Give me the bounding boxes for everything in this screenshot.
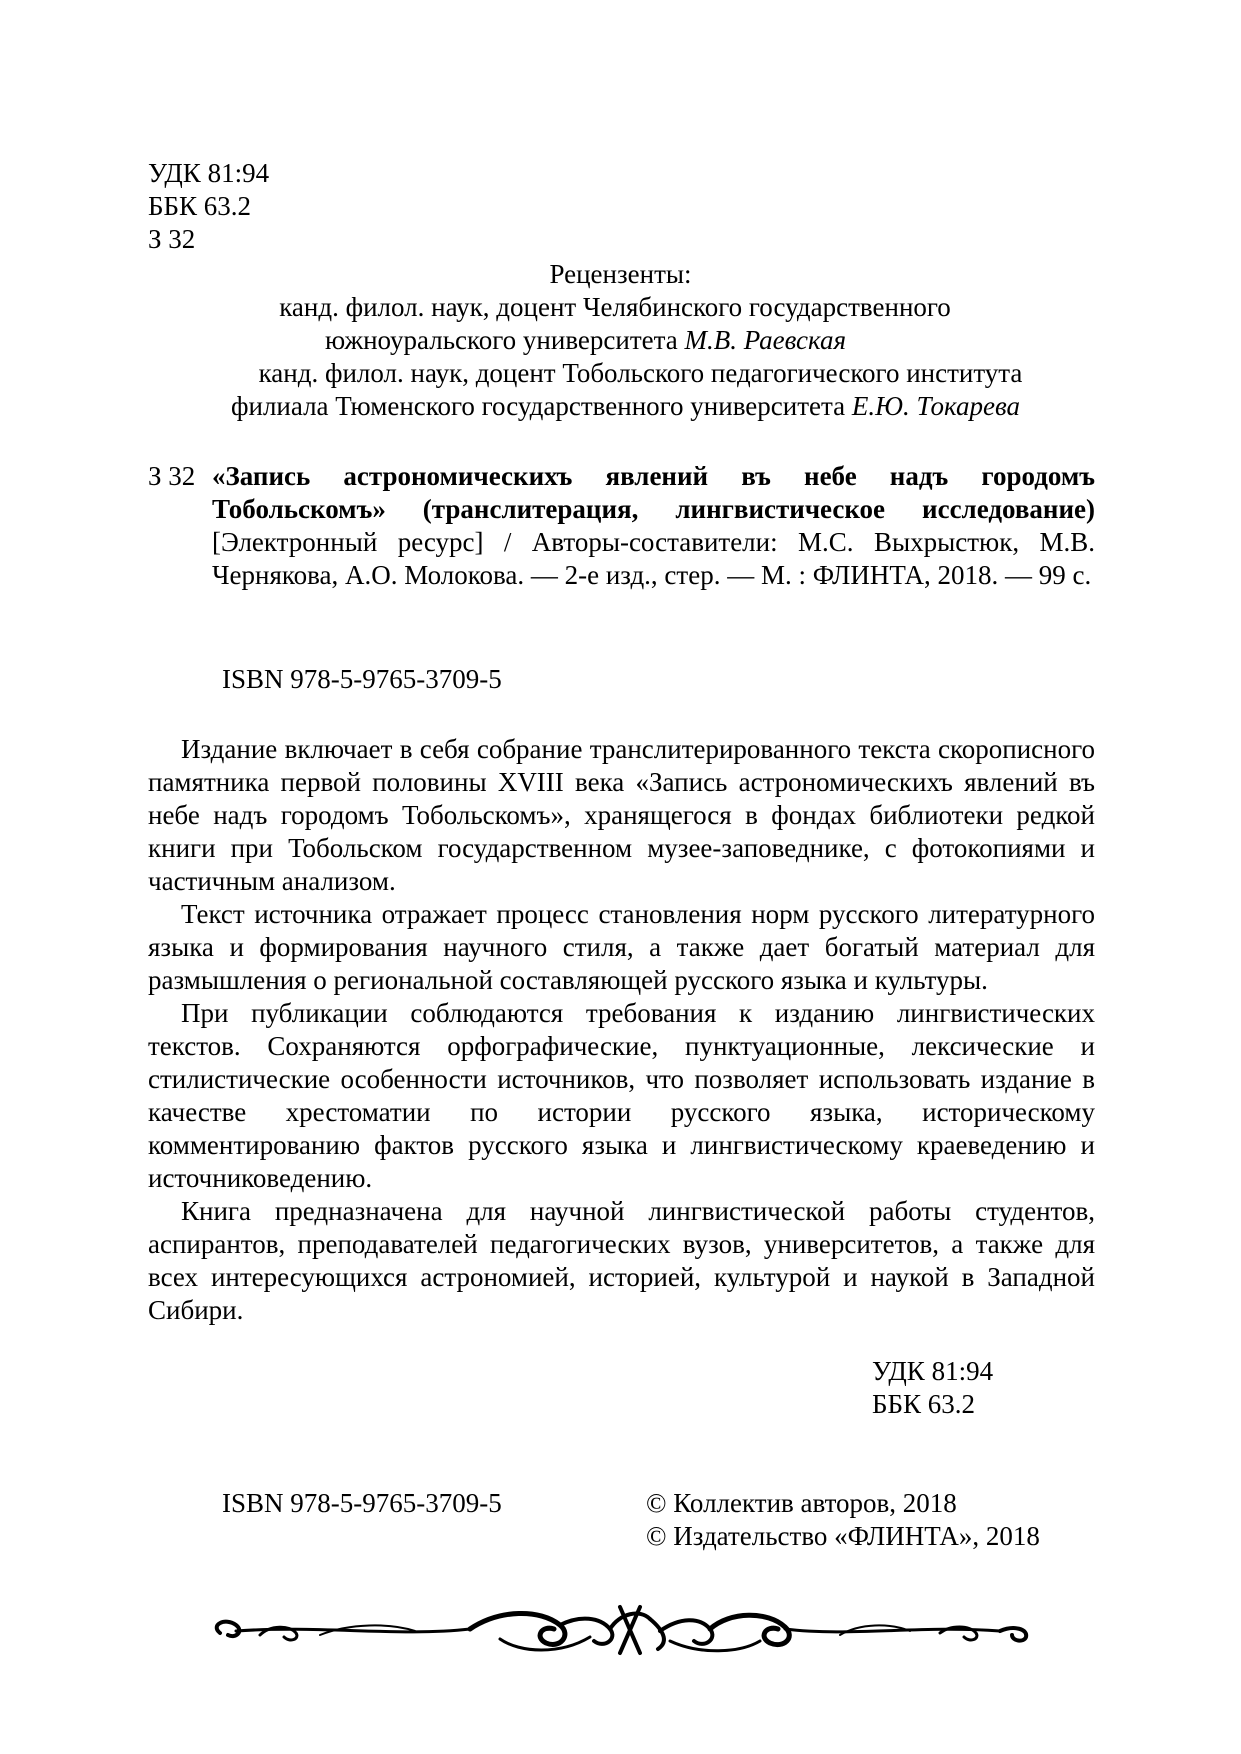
copyright-authors: © Коллектив авторов, 2018 [646, 1488, 957, 1518]
udk-code: УДК 81:94 [148, 158, 270, 188]
reviewer-1-name: М.В. Раевская [684, 325, 847, 355]
ornament-divider-icon [200, 1595, 1040, 1665]
reviewer-2-name: Е.Ю. Токарева [851, 391, 1020, 421]
reviewer-2-line-1: канд. филол. наук, доцент Тобольского педагогического института [258, 358, 1023, 388]
classification-codes [148, 157, 269, 256]
abstract-paragraph: Текст источника отражает процесс становления норм русского литературного языка и формирования научного стиля, а также дает богатый материал для размышления о региональной составляющей русского языка и культуры. [148, 899, 1095, 995]
udk-code: УДК 81:94 [872, 1356, 994, 1386]
abstract-paragraph: При публикации соблюдаются требования к изданию лингвистических текстов. Сохраняются орфографические, пунктуационные, лексические и стилистические особенности источников, что позволяет использовать издание в качестве хрестоматии по истории русского языка, историческому комментированию фактов русского языка и лингвистическому краеведению и источниковедению. [148, 998, 1095, 1193]
entry-body [212, 460, 1095, 592]
copyright-block [646, 1487, 1040, 1553]
copyright-publisher: © Издательство «ФЛИНТА», 2018 [646, 1521, 1040, 1551]
reviewers-block [0, 258, 1241, 423]
reviewers-title: Рецензенты: [549, 259, 692, 289]
entry-details: [Электронный ресурс] / Авторы-составители: М.С. Выхрыстюк, М.В. Чернякова, А.О. Молокова. — 2-е изд., стер. — М. : ФЛИНТА, 2018. — 99 с. [212, 527, 1095, 590]
author-sign: З 32 [148, 224, 196, 254]
bottom-classification-codes [872, 1355, 993, 1421]
isbn: ISBN 978-5-9765-3709-5 [222, 664, 502, 694]
reviewer-1-affiliation: южноуральского университета [324, 325, 685, 355]
bottom-isbn: ISBN 978-5-9765-3709-5 [222, 1488, 502, 1518]
reviewer-2-line-2 [10, 390, 1241, 423]
abstract-paragraph: Издание включает в себя собрание транслитерированного текста скорописного памятника первой половины XVIII века «Запись астрономическихъ явлений въ небе надъ городомъ Тобольскомъ», хранящегося в фондах библиотеки редкой книги при Тобольском государственном музее-заповеднике, с фотокопиями и частичным анализом. [148, 734, 1095, 896]
reviewer-1-line-2 [0, 324, 1241, 357]
entry-code: З 32 [148, 461, 196, 491]
reviewer-2-affiliation: филиала Тюменского государственного университета [231, 391, 852, 421]
abstract-paragraph: Книга предназначена для научной лингвистической работы студентов, аспирантов, преподавателей педагогических вузов, университетов, а также для всех интересующихся астрономией, историей, культурой и наукой в Западной Сибири. [148, 1196, 1095, 1325]
abstract [148, 733, 1095, 1327]
reviewer-1-line-1: канд. филол. наук, доцент Челябинского государственного [279, 292, 951, 322]
bbk-code: ББК 63.2 [872, 1389, 976, 1419]
bbk-code: ББК 63.2 [148, 191, 252, 221]
entry-title: «Запись астрономическихъ явлений въ небе надъ городомъ Тобольскомъ» (транслитерация, лингвистическое исследование) [212, 461, 1095, 524]
bibliographic-entry [148, 460, 1095, 592]
